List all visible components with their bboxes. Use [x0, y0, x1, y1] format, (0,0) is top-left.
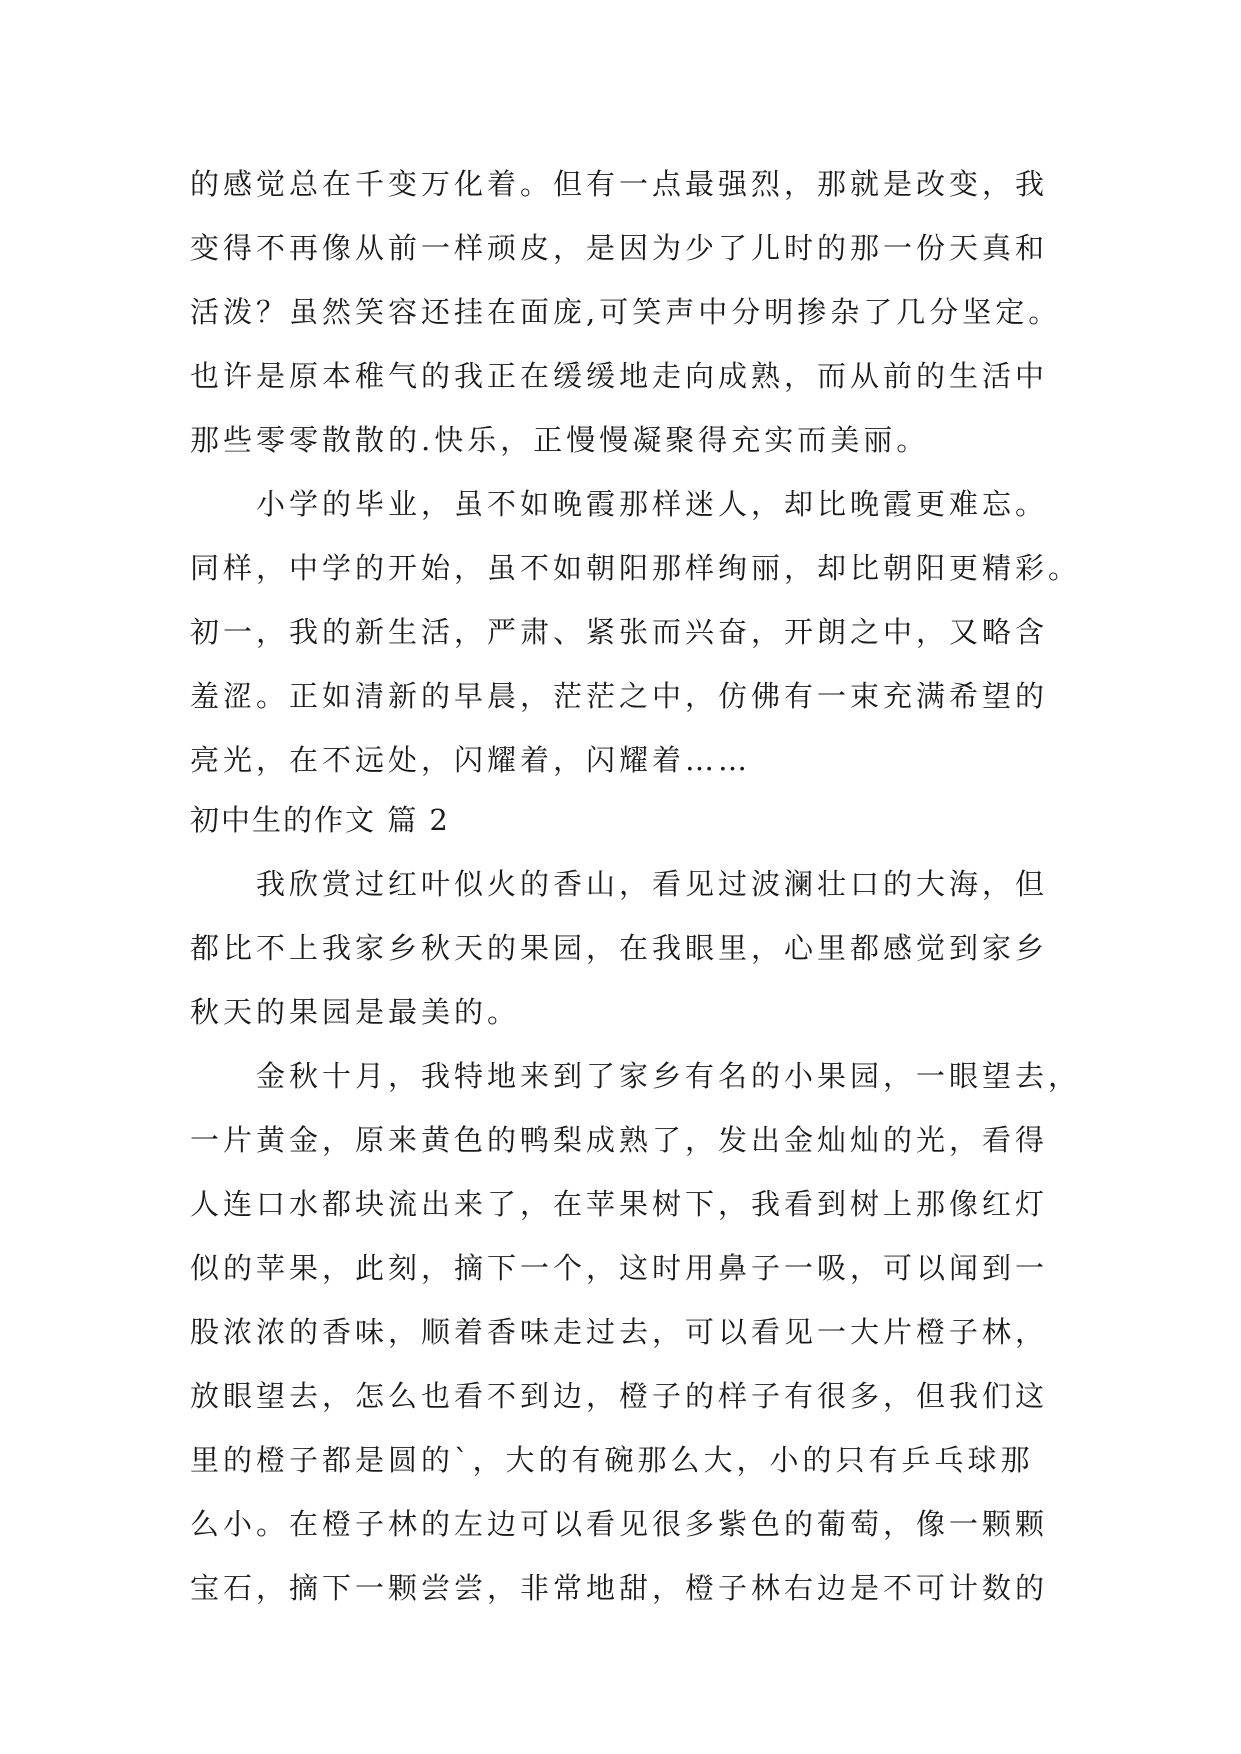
paragraph-3-line-1: 我欣赏过红叶似火的香山，看见过波澜壮口的大海，但 [256, 867, 1049, 901]
paragraph-4-line-4: 似的苹果，此刻，摘下一个，这时用鼻子一吸，可以闻到一 [190, 1251, 1049, 1285]
paragraph-2-line-2: 同样，中学的开始，虽不如朝阳那样绚丽，却比朝阳更精彩。 [190, 551, 1082, 585]
paragraph-2-line-4: 羞涩。正如清新的早晨，茫茫之中，仿佛有一束充满希望的 [190, 679, 1049, 713]
paragraph-2-line-1: 小学的毕业，虽不如晚霞那样迷人，却比晚霞更难忘。 [256, 487, 1049, 521]
paragraph-1-line-4: 也许是原本稚气的我正在缓缓地走向成熟，而从前的生活中 [190, 359, 1049, 393]
paragraph-1-line-3: 活泼？虽然笑容还挂在面庞,可笑声中分明掺杂了几分坚定。 [190, 295, 1062, 329]
paragraph-4-line-7: 里的橙子都是圆的`，大的有碗那么大，小的只有乒乓球那 [190, 1443, 1034, 1477]
paragraph-1-line-5: 那些零零散散的.快乐，正慢慢凝聚得充实而美丽。 [190, 423, 930, 457]
section-1-text [190, 152, 1090, 792]
paragraph-1-line-1: 的感觉总在千变万化着。但有一点最强烈，那就是改变，我 [190, 167, 1049, 201]
paragraph-4-line-3: 人连口水都块流出来了，在苹果树下，我看到树上那像红灯 [190, 1187, 1049, 1221]
section-2-text [190, 852, 1090, 1620]
section-2-heading: 初中生的作文 篇 2 [190, 803, 450, 837]
paragraph-4-line-8: 么小。在橙子林的左边可以看见很多紫色的葡萄，像一颗颗 [190, 1507, 1049, 1541]
paragraph-4-line-2: 一片黄金，原来黄色的鸭梨成熟了，发出金灿灿的光，看得 [190, 1123, 1049, 1157]
paragraph-2-line-3: 初一，我的新生活，严肃、紧张而兴奋，开朗之中，又略含 [190, 615, 1049, 649]
paragraph-4-line-9: 宝石，摘下一颗尝尝，非常地甜，橙子林右边是不可计数的 [190, 1571, 1049, 1605]
paragraph-3-line-2: 都比不上我家乡秋天的果园，在我眼里，心里都感觉到家乡 [190, 931, 1049, 965]
paragraph-4-line-1: 金秋十月，我特地来到了家乡有名的小果园，一眼望去， [256, 1059, 1082, 1093]
paragraph-4-line-5: 股浓浓的香味，顺着香味走过去，可以看见一大片橙子林， [190, 1315, 1049, 1349]
paragraph-4-line-6: 放眼望去，怎么也看不到边，橙子的样子有很多，但我们这 [190, 1379, 1049, 1413]
paragraph-3-line-3: 秋天的果园是最美的。 [190, 995, 521, 1029]
paragraph-1-line-2: 变得不再像从前一样顽皮，是因为少了儿时的那一份天真和 [190, 231, 1049, 265]
paragraph-2-line-5: 亮光，在不远处，闪耀着，闪耀着…… [190, 743, 752, 777]
